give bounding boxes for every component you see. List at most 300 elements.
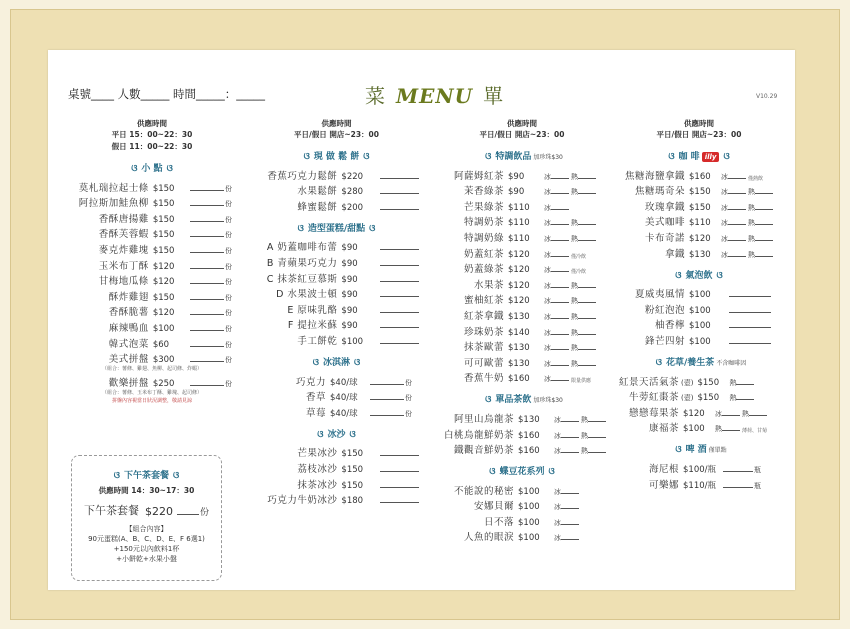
item-price: $110/瓶 [683, 480, 716, 491]
qty-blank[interactable] [578, 333, 596, 335]
qty-blank[interactable] [736, 398, 754, 400]
item-name: 手工餅乾 [297, 335, 338, 347]
qty-blank[interactable] [578, 301, 596, 303]
item-price: $90 [341, 258, 358, 269]
item-price: $160 [518, 446, 540, 457]
ice-label: 冰 [721, 219, 728, 228]
menu-item-row [72, 318, 232, 334]
menu-item-row [432, 528, 612, 544]
qty-blank[interactable] [551, 255, 569, 257]
swirl-icon: ଓ [173, 471, 180, 481]
qty-blank[interactable] [380, 470, 419, 472]
item-name: 水果茶 [473, 279, 504, 291]
item-price: $150 [341, 464, 364, 475]
item-price: $150 [152, 183, 175, 194]
qty-blank[interactable] [551, 192, 569, 194]
hot-label: 熱 [748, 250, 755, 259]
section-butterfly-pea: ଓ 蝶豆花系列 ଓ [489, 467, 555, 478]
item-price: $160 [518, 430, 540, 441]
qty-blank[interactable] [728, 239, 746, 241]
item-name: 麥克炸雞塊 [98, 244, 149, 256]
item-unit: 份 [225, 356, 232, 365]
qty-blank[interactable] [561, 451, 579, 453]
item-price: $250 [152, 378, 175, 389]
qty-blank[interactable] [729, 342, 771, 344]
item-unit: 份 [405, 394, 412, 403]
menu-item-row [432, 441, 612, 457]
item-price: $120 [508, 249, 530, 260]
menu-item-row [72, 209, 232, 225]
ice-label: 冰 [554, 503, 561, 512]
item-name: B 青蘋果巧克力 [266, 257, 338, 269]
hot-label: 熱 [571, 328, 578, 337]
combo-title: 【組合內容】 [125, 525, 168, 533]
qty-blank[interactable] [588, 451, 606, 453]
item-name: 草莓 [305, 407, 326, 419]
item-name: 日不落 [483, 516, 514, 528]
item-name: 人魚的眼淚 [463, 532, 514, 544]
menu-item-row [254, 285, 419, 301]
item-price: $120 [508, 265, 530, 276]
qty-blank[interactable] [561, 523, 579, 525]
qty-blank[interactable] [551, 177, 569, 179]
item-price: $100 [518, 486, 540, 497]
item-name: 芒果冰沙 [297, 448, 338, 460]
menu-item-row [609, 316, 789, 332]
section-special-drinks: ଓ 特調飲品 加珍珠$30 [485, 152, 563, 162]
menu-item-row [432, 481, 612, 497]
menu-item-row [432, 260, 612, 276]
qty-blank[interactable] [551, 317, 569, 319]
menu-item-row [432, 512, 612, 528]
qty-blank[interactable] [561, 436, 579, 438]
ice-label: 冰 [544, 188, 551, 197]
item-name: 紅景天活氣茶 [618, 376, 679, 388]
qty-blank[interactable] [380, 486, 419, 488]
hot-label: 熱 [748, 234, 755, 243]
item-tag: (壺) [681, 394, 694, 403]
service-hours: 平日/假日 開店~23：00 [479, 130, 565, 139]
qty-blank[interactable] [190, 189, 224, 191]
menu-item-row [254, 459, 419, 475]
menu-item-row [254, 269, 419, 285]
qty-blank[interactable] [551, 208, 569, 210]
combo-line: 90元蛋糕(A、B、C、D、E、F 6選1) [88, 535, 205, 543]
swirl-icon: ଓ [131, 164, 138, 174]
item-price: $150 [341, 449, 364, 460]
qty-blank[interactable] [561, 492, 579, 494]
qty-blank[interactable] [551, 270, 569, 272]
service-label: 供應時間 [507, 119, 537, 128]
menu-item-row [609, 459, 789, 475]
item-price: $90 [341, 305, 358, 316]
ice-label: 冰 [554, 431, 561, 440]
qty-blank[interactable] [722, 414, 740, 416]
qty-blank[interactable] [190, 329, 224, 331]
menu-item-row [609, 213, 789, 229]
item-name: 鋒芒四射 [644, 335, 685, 347]
menu-item-row [254, 372, 419, 388]
item-price: $150 [689, 187, 711, 198]
ice-label: 冰 [721, 172, 728, 181]
drinks-column [432, 118, 612, 543]
qty-blank[interactable] [190, 313, 224, 315]
item-name: 香蕉巧克力鬆餅 [267, 170, 338, 182]
section-single-tea: ଓ 單品茶飲 加珍珠$30 [485, 395, 563, 406]
qty-blank[interactable] [551, 286, 569, 288]
item-name: 香蕉牛奶 [463, 373, 504, 385]
qty-blank[interactable] [190, 235, 224, 237]
item-unit: 份 [225, 215, 232, 224]
menu-item-row [609, 228, 789, 244]
item-note: 僅冷飲 [571, 269, 587, 276]
qty-blank[interactable] [380, 342, 419, 344]
qty-blank[interactable] [729, 311, 771, 313]
qty-blank[interactable] [190, 220, 224, 222]
qty-blank[interactable] [755, 208, 773, 210]
item-name: 特調奶茶 [463, 217, 504, 229]
item-unit: 份 [225, 324, 232, 333]
menu-item-row [72, 287, 232, 303]
menu-item-row [432, 322, 612, 338]
qty-blank[interactable] [749, 414, 767, 416]
item-price: $200 [341, 202, 364, 213]
menu-item-row [609, 388, 789, 404]
item-unit: 份 [225, 262, 232, 271]
section-herbal: ଓ 花草/養生茶 不含咖啡因 [655, 357, 747, 368]
illy-logo: illy [702, 152, 720, 162]
qty-blank[interactable] [578, 223, 596, 225]
item-price: $180 [341, 496, 364, 507]
item-name: 香草 [305, 392, 326, 404]
item-name: 香酥唐揚雞 [98, 213, 149, 225]
item-price: $130 [689, 249, 711, 260]
item-price: $130 [518, 414, 540, 425]
menu-item-row [432, 369, 612, 385]
menu-item-row [254, 475, 419, 491]
qty-blank[interactable] [380, 248, 419, 250]
item-unit: 份 [225, 309, 232, 318]
menu-item-row [609, 244, 789, 260]
item-unit: 份 [405, 409, 412, 418]
qty-blank[interactable] [190, 345, 224, 347]
item-price: $100 [689, 305, 711, 316]
item-name: 特調奶綠 [463, 232, 504, 244]
item-name: 奶蓋紅茶 [463, 248, 504, 260]
ice-label: 冰 [554, 487, 561, 496]
item-price: $100 [518, 533, 540, 544]
menu-item-row [432, 228, 612, 244]
qty-blank[interactable] [561, 507, 579, 509]
item-price: $90 [341, 321, 358, 332]
item-price: $300 [152, 355, 175, 366]
qty-blank[interactable] [722, 429, 740, 431]
ice-label: 冰 [544, 375, 551, 384]
menu-item-row [609, 166, 789, 182]
qty-blank[interactable] [190, 298, 224, 300]
item-price: $280 [341, 187, 364, 198]
qty-blank[interactable] [551, 239, 569, 241]
qty-blank[interactable] [177, 513, 199, 515]
qty-blank[interactable] [729, 326, 771, 328]
item-price: $150 [152, 230, 175, 241]
menu-item-row [254, 182, 419, 198]
qty-blank[interactable] [551, 348, 569, 350]
section-sparkling: ଓ 氣泡飲 ଓ [675, 270, 723, 281]
menu-item-row [254, 331, 419, 347]
item-name: 柚香檸 [654, 320, 685, 332]
menu-item-row [432, 213, 612, 229]
section-desserts: ଓ 造型蛋糕/甜點 ଓ [297, 223, 376, 234]
hot-label: 熱 [571, 172, 578, 181]
platter-note-1: （組合：薯條、雞翅、魚柳、起司條、炸蝦） [101, 366, 202, 373]
item-price: $90 [508, 171, 525, 182]
item-name: 奶蓋綠茶 [463, 264, 504, 276]
item-price: $220 [341, 171, 364, 182]
qty-blank[interactable] [755, 192, 773, 194]
item-name: 戀戀莓果茶 [628, 407, 679, 419]
ice-label: 冰 [544, 219, 551, 228]
menu-item-row [609, 372, 789, 388]
item-price: $130 [508, 343, 530, 354]
item-name: E 原味乳酪 [287, 304, 338, 316]
service-hours: 平日/假日 開店~23：00 [656, 130, 742, 139]
item-note: 僅熱飲 [748, 175, 764, 182]
hot-label: 熱 [571, 281, 578, 290]
qty-blank[interactable] [578, 177, 596, 179]
qty-blank[interactable] [728, 208, 746, 210]
menu-item-row [432, 338, 612, 354]
item-price: $120 [152, 277, 175, 288]
service-hours-holiday: 假日 11：00~22：30 [111, 142, 193, 151]
item-price: $100 [689, 290, 711, 301]
menu-item-row [72, 225, 232, 241]
menu-item-row [432, 291, 612, 307]
swirl-icon: ଓ [166, 164, 173, 174]
qty-blank[interactable] [578, 239, 596, 241]
qty-blank[interactable] [190, 251, 224, 253]
item-unit: 份 [225, 293, 232, 302]
item-price: $90 [341, 290, 358, 301]
item-name: 鐵觀音鮮奶茶 [453, 445, 514, 457]
ice-label: 冰 [544, 234, 551, 243]
qty-blank[interactable] [736, 383, 754, 385]
hot-label: 熱 [581, 431, 588, 440]
item-note: 薄荷、甘菊 [742, 428, 768, 435]
version-label: V10.29 [756, 93, 778, 100]
ice-label: 冰 [544, 250, 551, 259]
item-name: 麻辣鴨血 [108, 322, 149, 334]
item-price: $120 [689, 233, 711, 244]
qty-blank[interactable] [190, 267, 224, 269]
item-price: $160 [689, 171, 711, 182]
menu-item-row [609, 331, 789, 347]
hot-label: 熱 [581, 447, 588, 456]
item-name: 莫札瑞拉起士條 [78, 182, 149, 194]
item-price: $120 [152, 308, 175, 319]
qty-blank[interactable] [755, 255, 773, 257]
item-name: C 抹茶紅豆慕斯 [266, 273, 338, 285]
menu-item-row [72, 178, 232, 194]
item-unit: 份 [405, 378, 412, 387]
menu-title: 菜 MENU 單 [365, 84, 505, 108]
section-smoothies: ଓ 冰沙 ଓ [317, 429, 356, 440]
item-name: 不能說的秘密 [453, 485, 514, 497]
item-price: $40/球 [330, 408, 358, 419]
item-price: $90 [341, 274, 358, 285]
qty-blank[interactable] [578, 364, 596, 366]
item-name: 巧克力牛奶冰沙 [267, 495, 338, 507]
hot-label: 熱 [729, 394, 737, 403]
qty-blank[interactable] [380, 295, 419, 297]
qty-blank[interactable] [551, 333, 569, 335]
platter-note-2: （組合：薯條、玉米布丁酥、雞塊、起司條） [101, 389, 202, 396]
ice-label: 冰 [721, 203, 728, 212]
hot-label: 熱 [742, 409, 749, 418]
item-price: $100 [689, 336, 711, 347]
menu-item-row [72, 194, 232, 210]
qty-blank[interactable] [561, 420, 579, 422]
ice-label: 冰 [721, 188, 728, 197]
hot-label: 熱 [571, 234, 578, 243]
item-price: $120 [508, 296, 530, 307]
qty-blank[interactable] [370, 383, 404, 385]
menu-item-row [254, 444, 419, 460]
ice-label: 冰 [554, 518, 561, 527]
qty-blank[interactable] [551, 364, 569, 366]
item-name: 白桃烏龍鮮奶茶 [443, 429, 514, 441]
qty-blank[interactable] [723, 486, 753, 488]
qty-blank[interactable] [729, 295, 771, 297]
item-price: $150 [152, 214, 175, 225]
item-name: 甘梅地瓜條 [98, 276, 149, 288]
item-name: 水果鬆餅 [297, 186, 338, 198]
item-price: $150 [152, 245, 175, 256]
afternoon-tea-box [71, 455, 222, 581]
qty-blank[interactable] [190, 360, 224, 362]
hot-label: 熱 [571, 359, 578, 368]
service-hours-weekday: 平日 15：00~22：30 [111, 130, 193, 139]
item-price: $140 [508, 327, 530, 338]
item-price: $90 [341, 243, 358, 254]
item-name: 美式咖啡 [644, 217, 685, 229]
qty-blank[interactable] [578, 286, 596, 288]
section-icecream: ଓ 冰淇淋 ଓ [312, 357, 361, 368]
menu-item-row [254, 238, 419, 254]
item-name: 香酥芙蓉蝦 [98, 229, 149, 241]
item-name: 牛蒡紅棗茶 [628, 392, 679, 404]
item-name: 拿鐵 [664, 248, 685, 260]
item-note: 限量供應 [571, 378, 592, 385]
item-price: $150 [697, 377, 720, 388]
service-label: 供應時間 [137, 119, 167, 128]
qty-blank[interactable] [755, 223, 773, 225]
menu-item-row [72, 350, 232, 366]
combo-line: +小餅乾+水果小盤 [116, 555, 177, 563]
qty-blank[interactable] [370, 414, 404, 416]
menu-item-row [609, 403, 789, 419]
item-name: 卡布奇諾 [644, 232, 685, 244]
hot-label: 熱 [571, 312, 578, 321]
item-price: $150 [689, 202, 711, 213]
item-price: $120 [508, 280, 530, 291]
ice-label: 冰 [544, 328, 551, 337]
ice-label: 冰 [721, 234, 728, 243]
item-unit: 份 [225, 379, 232, 388]
qty-blank[interactable] [551, 301, 569, 303]
desserts-column [254, 118, 419, 506]
qty-blank[interactable] [728, 255, 746, 257]
teaset-service: 供應時間 14：30~17：30 [98, 486, 195, 495]
qty-blank[interactable] [551, 379, 569, 381]
qty-blank[interactable] [380, 454, 419, 456]
qty-blank[interactable] [728, 192, 746, 194]
platter-note-3: 拼盤內容視當日狀況調整，敬請見諒 [111, 397, 192, 404]
qty-blank[interactable] [588, 436, 606, 438]
item-note: 僅冷飲 [571, 253, 587, 260]
menu-item-row [609, 197, 789, 213]
item-unit: 份 [225, 231, 232, 240]
qty-blank[interactable] [723, 470, 753, 472]
item-price: $160 [508, 374, 530, 385]
qty-blank[interactable] [380, 501, 419, 503]
hot-label: 熱 [571, 344, 578, 353]
qty-blank[interactable] [578, 317, 596, 319]
qty-blank[interactable] [578, 348, 596, 350]
ice-label: 冰 [544, 281, 551, 290]
item-unit: 份 [225, 246, 232, 255]
qty-blank[interactable] [190, 204, 224, 206]
menu-item-row [72, 256, 232, 272]
item-name: 可樂娜 [648, 479, 679, 491]
menu-item-row [72, 240, 232, 256]
qty-blank[interactable] [380, 264, 419, 266]
menu-item-row [432, 275, 612, 291]
qty-blank[interactable] [190, 384, 224, 386]
qty-blank[interactable] [380, 192, 419, 194]
item-name: 香酥脆薯 [108, 307, 149, 319]
qty-blank[interactable] [380, 208, 419, 210]
qty-blank[interactable] [551, 223, 569, 225]
qty-blank[interactable] [380, 311, 419, 313]
qty-blank[interactable] [370, 398, 404, 400]
qty-blank[interactable] [380, 280, 419, 282]
qty-blank[interactable] [380, 177, 419, 179]
item-price: $150 [152, 292, 175, 303]
item-name: 蜂蜜鬆餅 [297, 201, 338, 213]
item-name: D 水果波士頓 [276, 289, 338, 301]
item-name: 玫瑰拿鐵 [644, 201, 685, 213]
qty-blank[interactable] [728, 177, 746, 179]
qty-blank[interactable] [380, 326, 419, 328]
qty-blank[interactable] [190, 282, 224, 284]
qty-blank[interactable] [561, 538, 579, 540]
qty-blank[interactable] [588, 420, 606, 422]
item-name: 海尼根 [648, 463, 679, 475]
menu-item-row [72, 373, 232, 389]
qty-blank[interactable] [578, 192, 596, 194]
menu-item-row [432, 353, 612, 369]
hot-label: 熱 [729, 378, 737, 387]
ice-label: 冰 [544, 297, 551, 306]
item-price: $100 [683, 424, 705, 435]
qty-blank[interactable] [755, 239, 773, 241]
swirl-icon: ଓ [113, 471, 120, 481]
ice-label: 冰 [544, 344, 551, 353]
item-name: 荔枝冰沙 [297, 463, 338, 475]
qty-blank[interactable] [728, 223, 746, 225]
item-price: $110 [689, 218, 711, 229]
